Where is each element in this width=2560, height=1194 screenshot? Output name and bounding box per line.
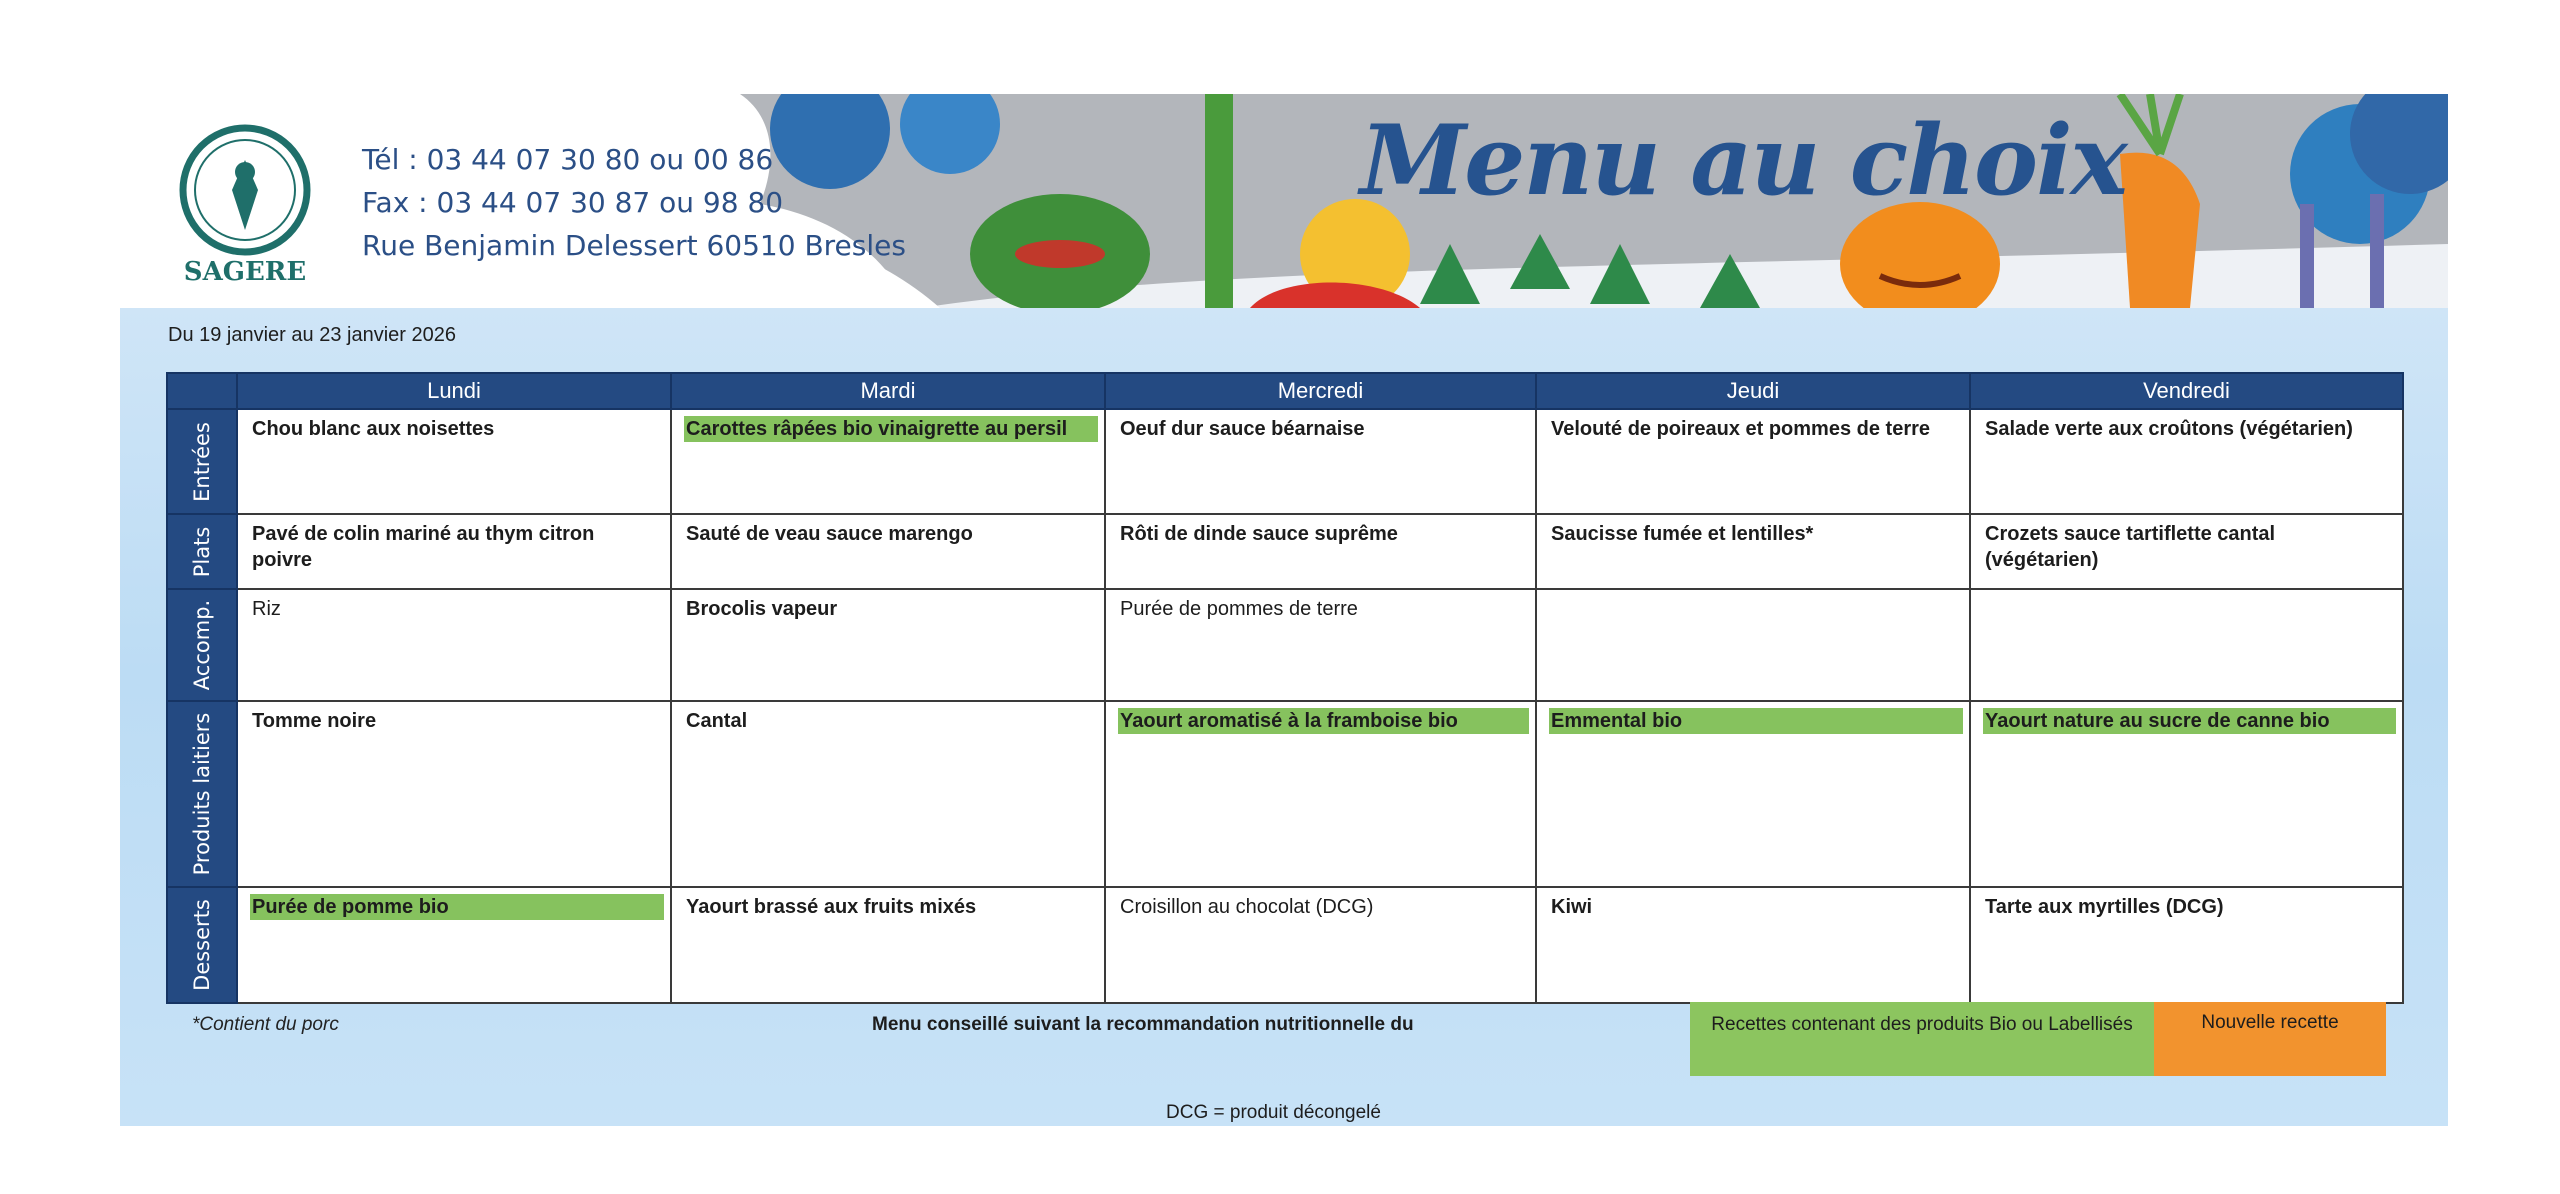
menu-cell <box>1105 514 1536 589</box>
svg-text:SAGERE: SAGERE <box>183 257 307 287</box>
menu-item-text: Brocolis vapeur <box>686 598 838 620</box>
menu-cell <box>1970 514 2403 589</box>
menu-cell <box>1536 589 1970 701</box>
menu-cell <box>1970 887 2403 1003</box>
day-header-mardi: Mardi <box>671 373 1105 409</box>
contact-fax: Fax : 03 44 07 30 87 ou 98 80 <box>362 186 784 219</box>
menu-item-text: Yaourt nature au sucre de canne bio <box>1983 708 2396 734</box>
day-header-vendredi: Vendredi <box>1970 373 2403 409</box>
menu-item-text: Purée de pommes de terre <box>1120 598 1358 620</box>
menu-item-text: Yaourt aromatisé à la framboise bio <box>1118 708 1529 734</box>
table-row <box>167 409 2403 514</box>
contact-info <box>362 138 906 267</box>
menu-cell <box>237 514 671 589</box>
nutrition-recommendation: Menu conseillé suivant la recommandation nutritionnelle du <box>872 1014 1414 1035</box>
table-row <box>167 514 2403 589</box>
row-header <box>167 589 237 701</box>
menu-item-text: Croisillon au chocolat (DCG) <box>1120 896 1374 918</box>
menu-table <box>166 372 2404 1004</box>
row-header <box>167 887 237 1003</box>
menu-cell <box>237 409 671 514</box>
menu-cell <box>237 589 671 701</box>
menu-item-text: Kiwi <box>1551 896 1593 918</box>
header-banner <box>120 94 2448 308</box>
days-header-row <box>167 373 2403 409</box>
menu-item-text: Purée de pomme bio <box>250 894 664 920</box>
menu-item-text: Riz <box>252 598 281 620</box>
menu-item-text: Crozets sauce tartiflette cantal (végétarien) <box>1985 523 2276 571</box>
contact-tel: Tél : 03 44 07 30 80 ou 00 86 <box>362 143 774 176</box>
date-range: Du 19 janvier au 23 janvier 2026 <box>168 324 456 346</box>
menu-item-text: Saucisse fumée et lentilles* <box>1551 523 1814 545</box>
legend-bio: Recettes contenant des produits Bio ou Labellisés <box>1690 1002 2154 1076</box>
menu-cell <box>671 701 1105 887</box>
pork-note: *Contient du porc <box>192 1014 339 1035</box>
menu-cell <box>671 409 1105 514</box>
menu-cell <box>1105 589 1536 701</box>
row-header-label: Plats <box>190 526 214 577</box>
day-header-mercredi: Mercredi <box>1105 373 1536 409</box>
menu-cell <box>1970 589 2403 701</box>
menu-cell <box>1536 409 1970 514</box>
row-header-label: Produits laitiers <box>190 712 214 876</box>
menu-cell <box>1536 701 1970 887</box>
row-header-label: Accomp. <box>190 599 214 691</box>
menu-cell <box>237 701 671 887</box>
row-header-label: Entrées <box>190 421 214 502</box>
menu-panel <box>120 308 2448 1126</box>
dcg-note: DCG = produit décongelé <box>1166 1102 1381 1123</box>
row-header <box>167 701 237 887</box>
row-header <box>167 409 237 514</box>
menu-item-text: Oeuf dur sauce béarnaise <box>1120 418 1365 440</box>
menu-item-text: Cantal <box>686 710 748 732</box>
menu-cell <box>671 887 1105 1003</box>
menu-item-text: Chou blanc aux noisettes <box>252 418 495 440</box>
menu-cell <box>1536 887 1970 1003</box>
sagere-logo <box>170 120 320 290</box>
row-header <box>167 514 237 589</box>
menu-item-text: Velouté de poireaux et pommes de terre <box>1551 418 1931 440</box>
menu-item-text: Carottes râpées bio vinaigrette au persil <box>684 416 1098 442</box>
menu-item-text: Pavé de colin mariné au thym citron poivre <box>252 523 595 571</box>
menu-cell <box>1970 409 2403 514</box>
menu-item-text: Yaourt brassé aux fruits mixés <box>686 896 977 918</box>
menu-item-text: Rôti de dinde sauce suprême <box>1120 523 1398 545</box>
menu-item-text: Salade verte aux croûtons (végétarien) <box>1985 418 2353 440</box>
menu-cell <box>1105 701 1536 887</box>
menu-cell <box>671 589 1105 701</box>
table-corner <box>167 373 237 409</box>
day-header-jeudi: Jeudi <box>1536 373 1970 409</box>
day-header-lundi: Lundi <box>237 373 671 409</box>
contact-address: Rue Benjamin Delessert 60510 Bresles <box>362 229 906 262</box>
menu-cell <box>1536 514 1970 589</box>
menu-item-text: Sauté de veau sauce marengo <box>686 523 973 545</box>
menu-cell <box>1105 409 1536 514</box>
legend-new-recipe: Nouvelle recette <box>2154 1002 2386 1076</box>
table-row <box>167 701 2403 887</box>
table-row <box>167 589 2403 701</box>
menu-item-text: Emmental bio <box>1549 708 1963 734</box>
table-row <box>167 887 2403 1003</box>
menu-cell <box>671 514 1105 589</box>
row-header-label: Desserts <box>190 899 214 991</box>
menu-title: Menu au choix <box>1360 104 2126 217</box>
menu-item-text: Tarte aux myrtilles (DCG) <box>1985 896 2224 918</box>
menu-cell <box>237 887 671 1003</box>
menu-cell <box>1105 887 1536 1003</box>
menu-cell <box>1970 701 2403 887</box>
menu-item-text: Tomme noire <box>252 710 377 732</box>
